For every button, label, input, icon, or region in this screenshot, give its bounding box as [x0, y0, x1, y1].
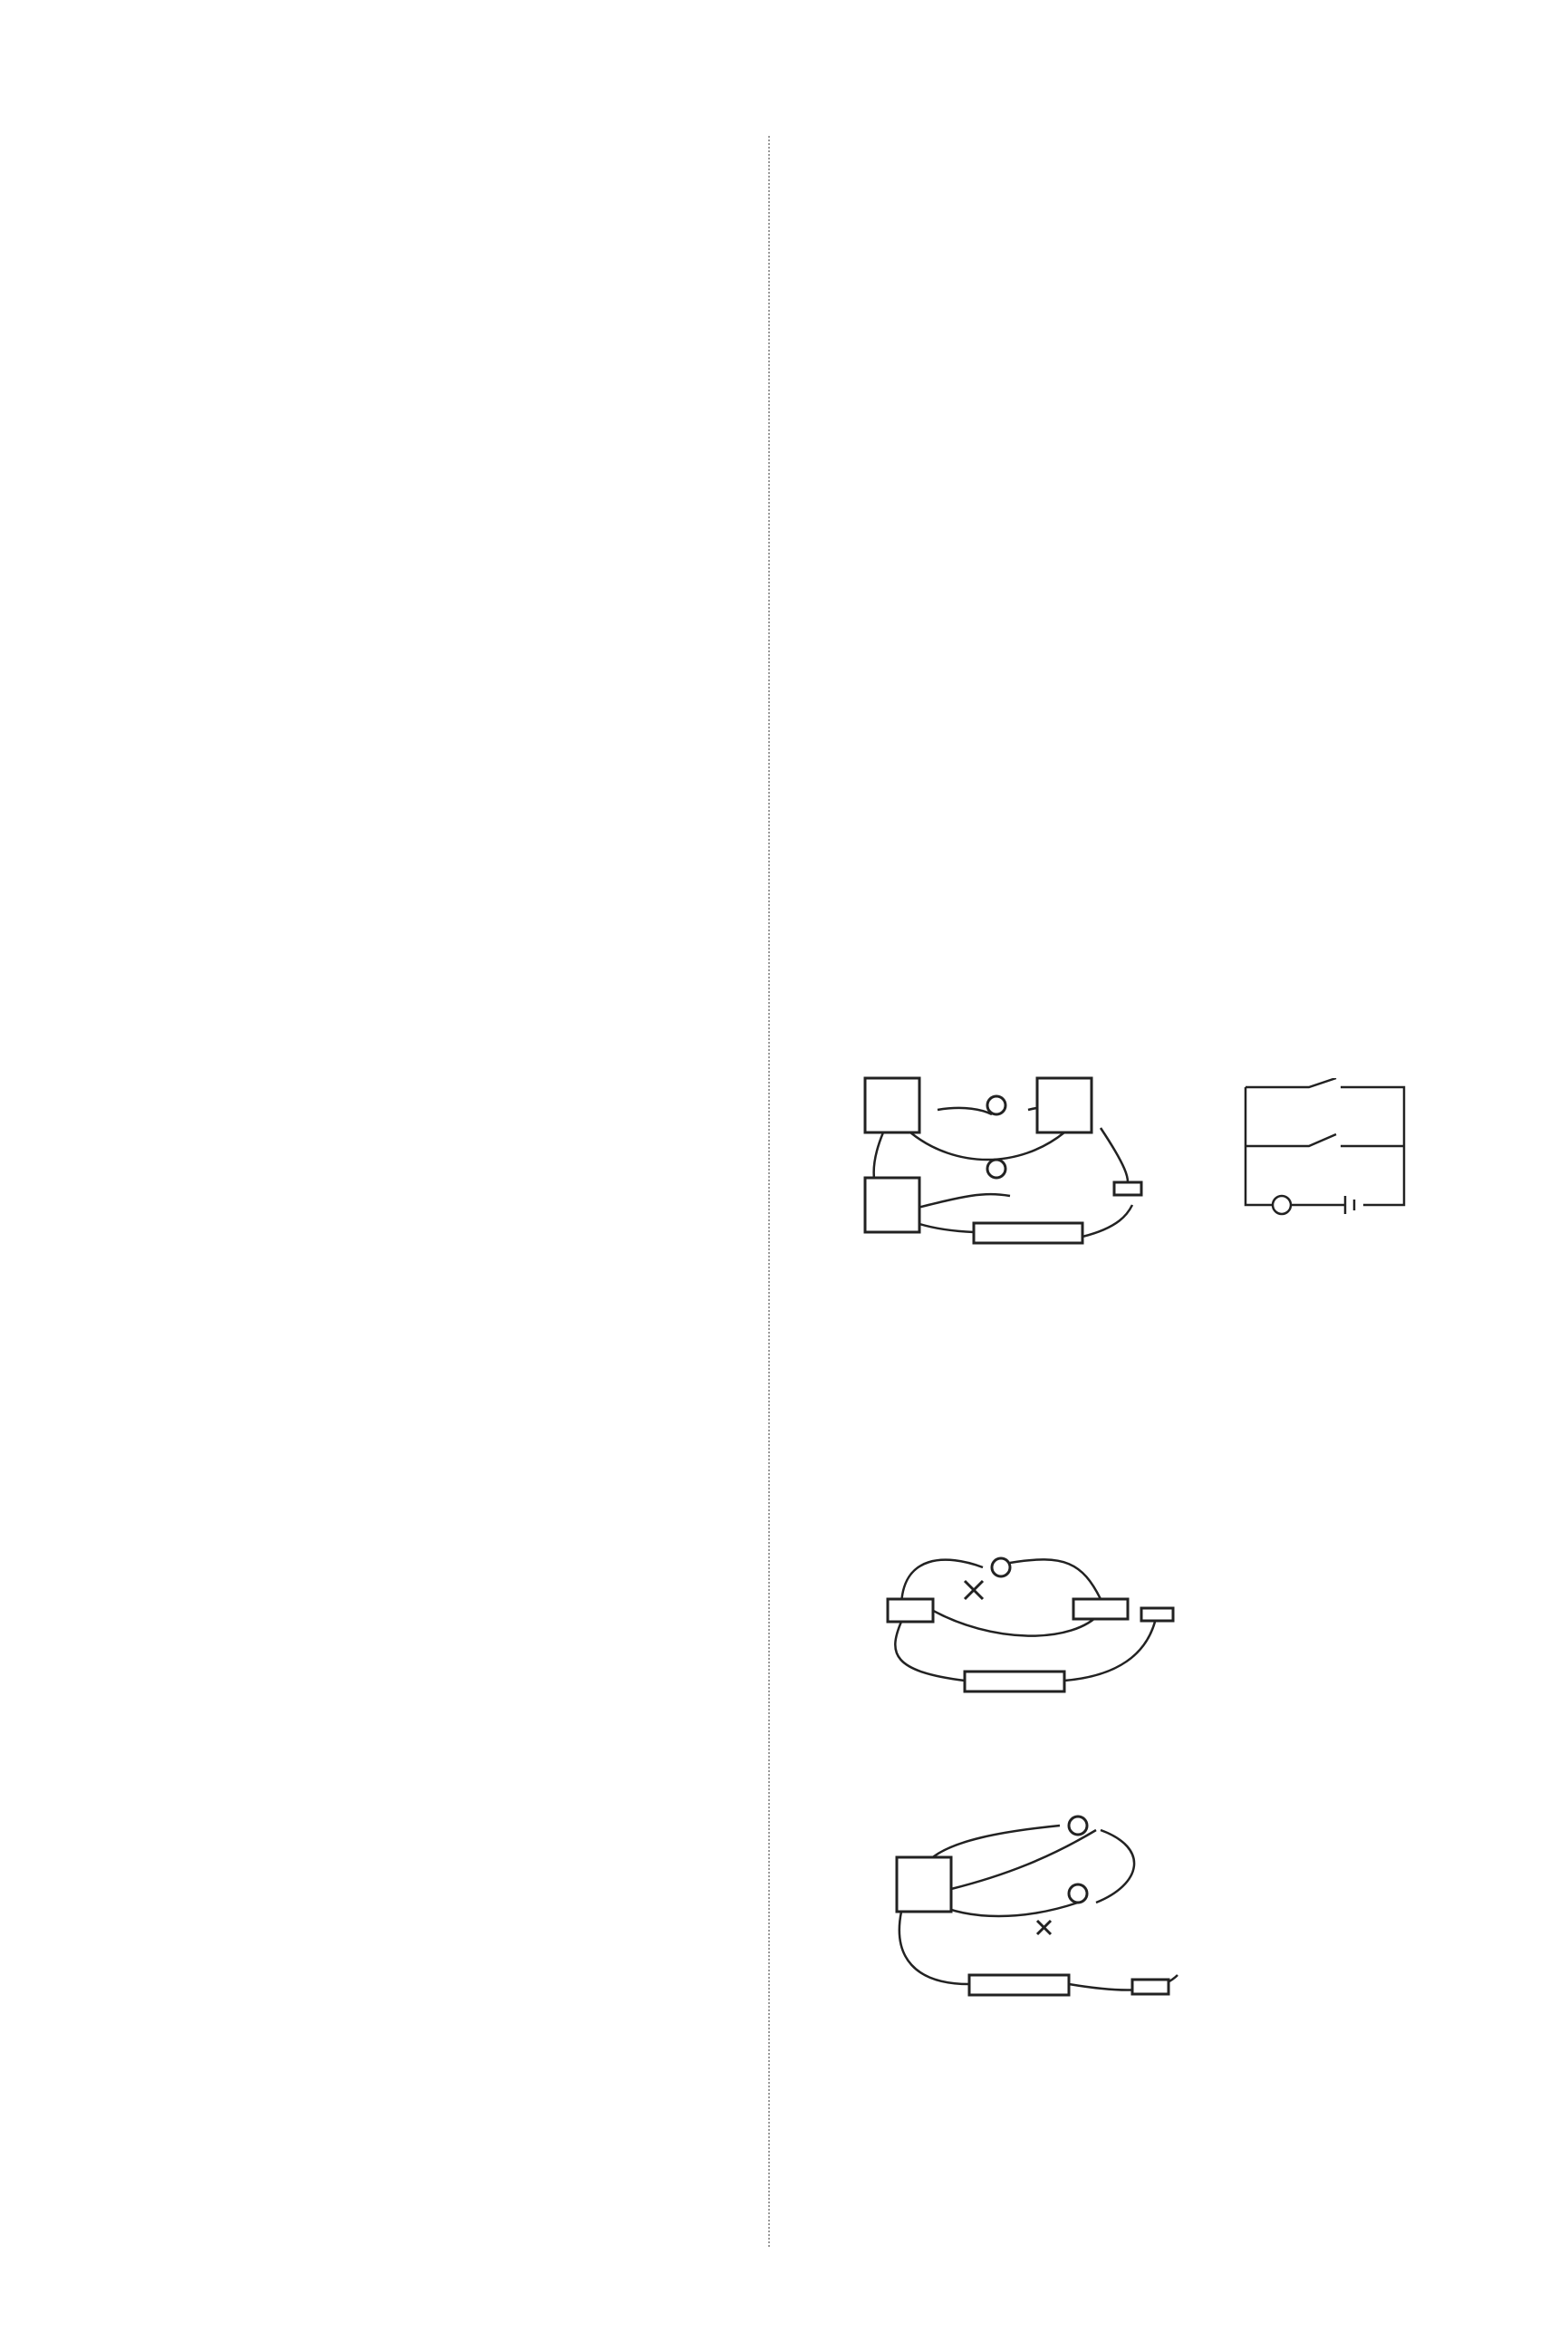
switch-icon [1132, 1980, 1169, 1994]
figure-21-circuit [888, 1812, 1214, 2016]
battery-icon [965, 1672, 1064, 1691]
figure-17-circuit [856, 1069, 1182, 1250]
indicator-lamp-icon [1273, 1196, 1291, 1214]
ammeter-a2-icon [865, 1178, 919, 1232]
bulb-l1-icon [987, 1096, 1005, 1114]
battery-icon [974, 1223, 1082, 1243]
bulb-l2-icon [987, 1160, 1005, 1178]
figure-18-circuit [1236, 1078, 1418, 1241]
switch-icon [1114, 1182, 1141, 1195]
bulb-base-icon [1073, 1599, 1128, 1619]
bulb-l2-icon [1069, 1884, 1087, 1903]
bulb-l2-icon [992, 1558, 1010, 1576]
battery-icon [969, 1975, 1069, 1995]
switch-icon [1141, 1608, 1173, 1621]
ammeter-a3-icon [1037, 1078, 1092, 1132]
ammeter-a1-icon [865, 1078, 919, 1132]
column-divider [768, 136, 770, 2247]
ammeter-icon [897, 1857, 951, 1912]
bulb-l1-icon [1069, 1816, 1087, 1835]
figure-20-circuit [883, 1545, 1191, 1712]
bulb-l1-base-icon [888, 1599, 933, 1622]
